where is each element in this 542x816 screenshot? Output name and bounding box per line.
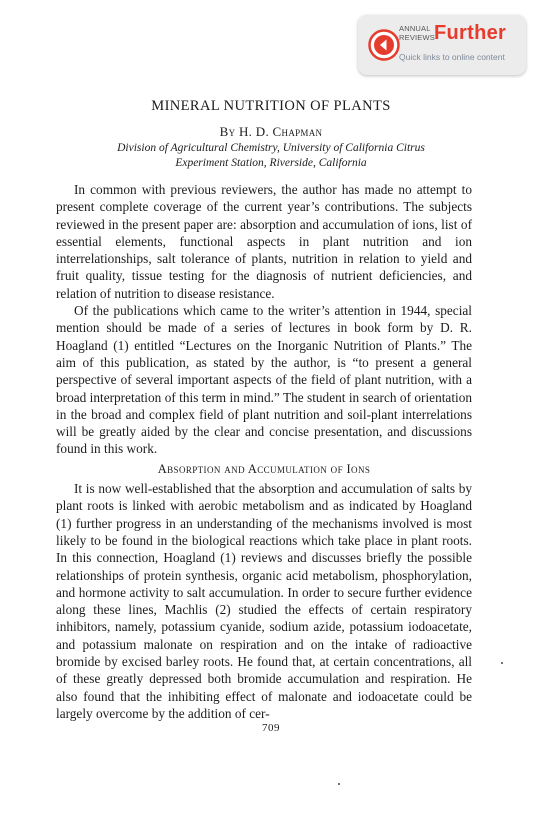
author-affiliation bbox=[95, 141, 447, 171]
further-label: Further bbox=[434, 22, 507, 44]
play-circle-icon bbox=[368, 29, 400, 61]
section-paragraph: It is now well-established that the absorption and accumulation of salts by plant roots is linked with aerobic metabolism and as indicated by Hoagland (1) further progress in an understanding of the mechanisms involved is most likely to be found in the biological reactions which take place in plant roots. In this connection, Hoagland (1) reviews and discusses briefly the possible relationships of protein synthesis, organic acid metabolism, phosphorylation, and hormone activity to salt accumulation. In order to secure further evidence along these lines, Machlis (2) studied the effects of certain respiratory inhibitors, namely, potassium cyanide, sodium azide, potassium iodoacetate, and potassium malonate on respiration and on the intake of radioactive bromide by excised barley roots. He found that, at certain concentrations, all of these greatly depressed both bromide accumulation and respiration. He also found that the inhibiting effect of malonate and iodoacetate could be largely overcome by the addition of cer- bbox=[56, 481, 472, 721]
scan-speck bbox=[501, 662, 503, 664]
page-number: 709 bbox=[262, 722, 280, 734]
article-body bbox=[56, 181, 472, 722]
article-author: By H. D. Chapman bbox=[219, 124, 323, 139]
article-title: MINERAL NUTRITION OF PLANTS bbox=[151, 98, 391, 114]
scan-speck bbox=[338, 783, 340, 785]
affiliation-line-1: Division of Agricultural Chemistry, University of California Citrus bbox=[117, 142, 425, 154]
brand-line-reviews: REVIEWS bbox=[399, 32, 435, 42]
section-heading: Absorption and Accumulation of Ions bbox=[157, 461, 371, 476]
badge-subtitle: Quick links to online content bbox=[399, 52, 505, 62]
brand-line-annual: ANNUAL bbox=[399, 24, 431, 33]
annual-reviews-logo-text bbox=[399, 25, 435, 42]
body-paragraph-2: Of the publications which came to the writer’s attention in 1944, special mention should be made of a series of lectures in book form by D. R. Hoagland (1) entitled “Lectures on the Inorganic Nutrition of Plants.” The aim of this publication, as stated by the author, is “to present a general perspective of several important aspects of the field of plant nutrition, with a broad interpretation of this term in mind.” The student in search of orientation in the broad and complex field of plant nutrition and soil-plant interrelations will be greatly aided by the clear and concise presentation, and discussions found in this work. bbox=[56, 303, 472, 457]
annual-reviews-further-badge[interactable] bbox=[358, 15, 526, 75]
affiliation-line-2: Experiment Station, Riverside, California bbox=[175, 157, 367, 169]
body-paragraph-1: In common with previous reviewers, the author has made no attempt to present complete coverage of the current year’s contributions. The subjects reviewed in the present paper are: absorption and accumulation of ions, list of essential elements, functional aspects in plant nutrition and ion interrelationships, salt tolerance of plants, nutrition in relation to yield and fruit quality, tissue testing for the diagnosis of nutrient deficiencies, and relation of nutrition to disease resistance. bbox=[56, 182, 472, 301]
